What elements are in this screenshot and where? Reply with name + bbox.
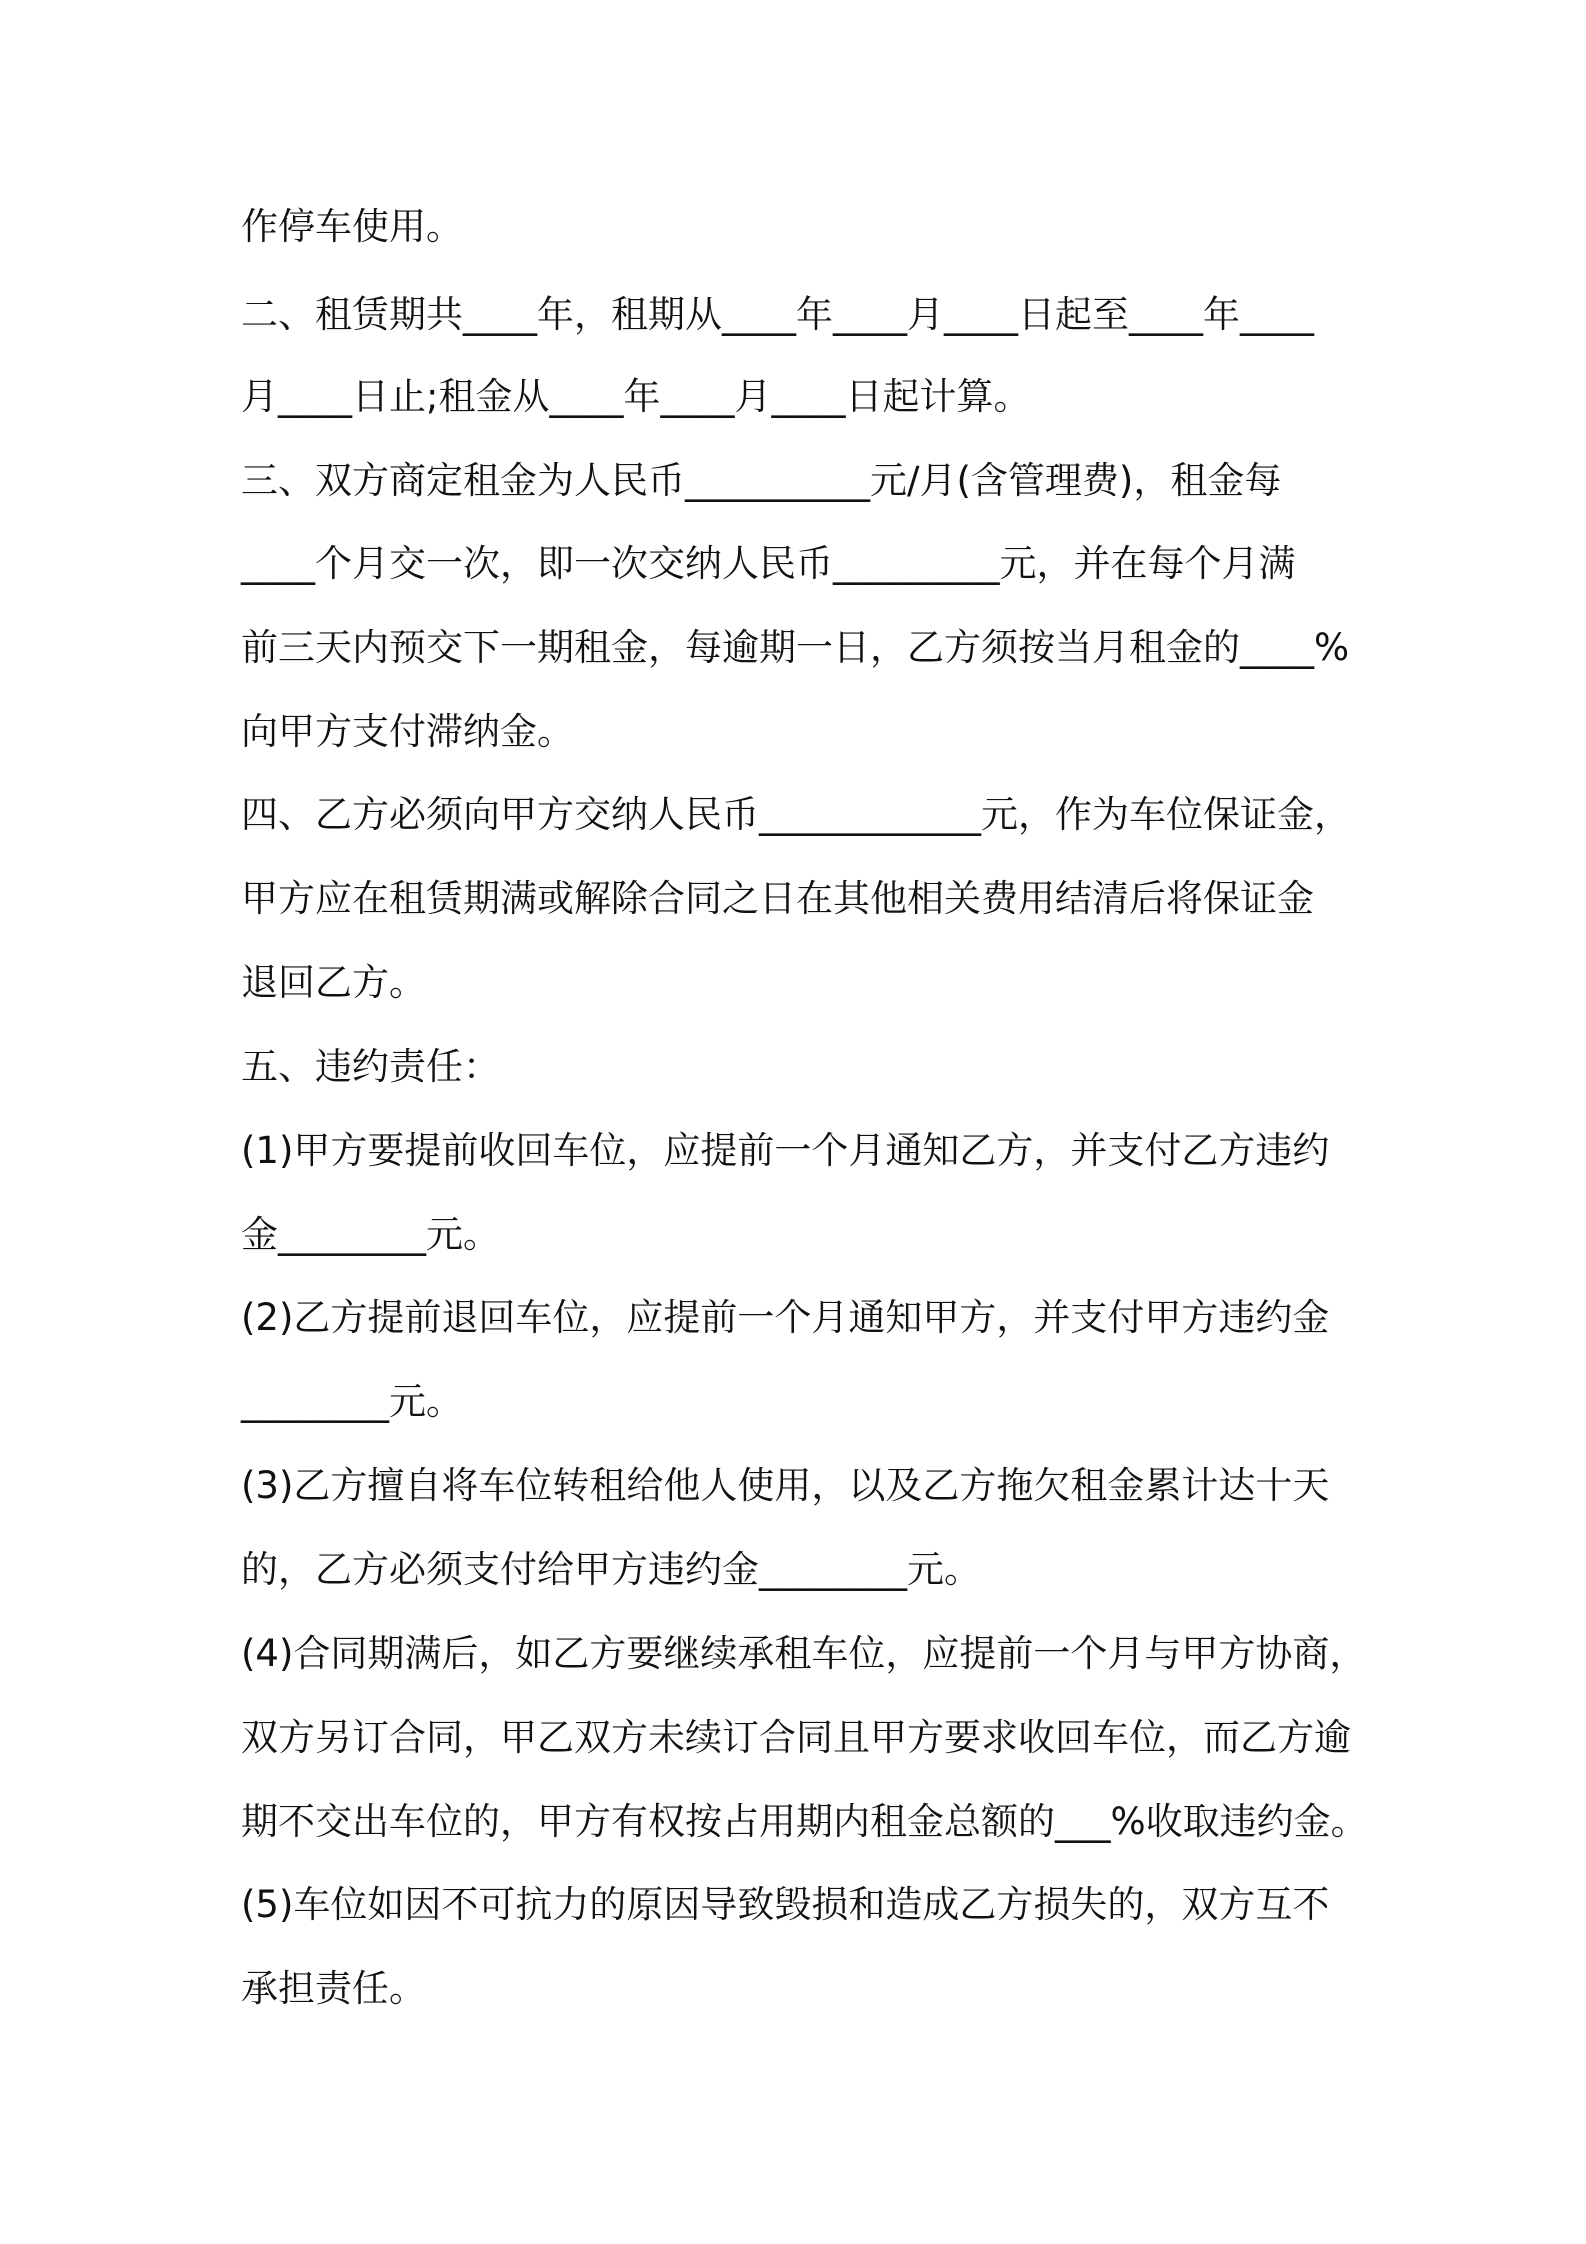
text-line-16: (3)乙方擅自将车位转租给他人使用，以及乙方拖欠租金累计达十天 [241,1464,1330,1507]
text-line-22: 承担责任。 [241,1967,426,2010]
text-line-17: 的，乙方必须支付给甲方违约金________元。 [241,1548,981,1591]
text-line-20: 期不交出车位的，甲方有权按占用期内租金总额的___%收取违约金。 [241,1800,1368,1843]
text-line-4: 三、双方商定租金为人民币__________元/月(含管理费)，租金每 [241,459,1282,502]
text-line-2: 二、租赁期共____年，租期从____年____月____日起至____年____ [241,293,1314,336]
text-line-3: 月____日止;租金从____年____月____日起计算。 [241,375,1031,418]
text-line-12: (1)甲方要提前收回车位，应提前一个月通知乙方，并支付乙方违约 [241,1129,1330,1172]
text-line-19: 双方另订合同，甲乙双方未续订合同且甲方要求收回车位，而乙方逾 [241,1716,1351,1759]
text-line-8: 四、乙方必须向甲方交纳人民币____________元，作为车位保证金， [241,793,1351,836]
text-line-18: (4)合同期满后，如乙方要继续承租车位，应提前一个月与甲方协商， [241,1632,1367,1675]
text-line-7: 向甲方支付滞纳金。 [241,710,574,753]
text-line-5: ____个月交一次，即一次交纳人民币_________元，并在每个月满 [241,542,1296,585]
text-line-11: 五、违约责任： [241,1045,500,1088]
text-line-14: (2)乙方提前退回车位，应提前一个月通知甲方，并支付甲方违约金 [241,1296,1330,1339]
text-line-6: 前三天内预交下一期租金，每逾期一日，乙方须按当月租金的____% [241,626,1350,669]
text-line-15: ________元。 [241,1380,463,1423]
text-line-1: 作停车使用。 [241,205,463,248]
text-line-9: 甲方应在租赁期满或解除合同之日在其他相关费用结清后将保证金 [241,877,1314,920]
text-line-13: 金________元。 [241,1213,500,1256]
text-line-10: 退回乙方。 [241,961,426,1004]
text-line-21: (5)车位如因不可抗力的原因导致毁损和造成乙方损失的，双方互不 [241,1883,1330,1926]
